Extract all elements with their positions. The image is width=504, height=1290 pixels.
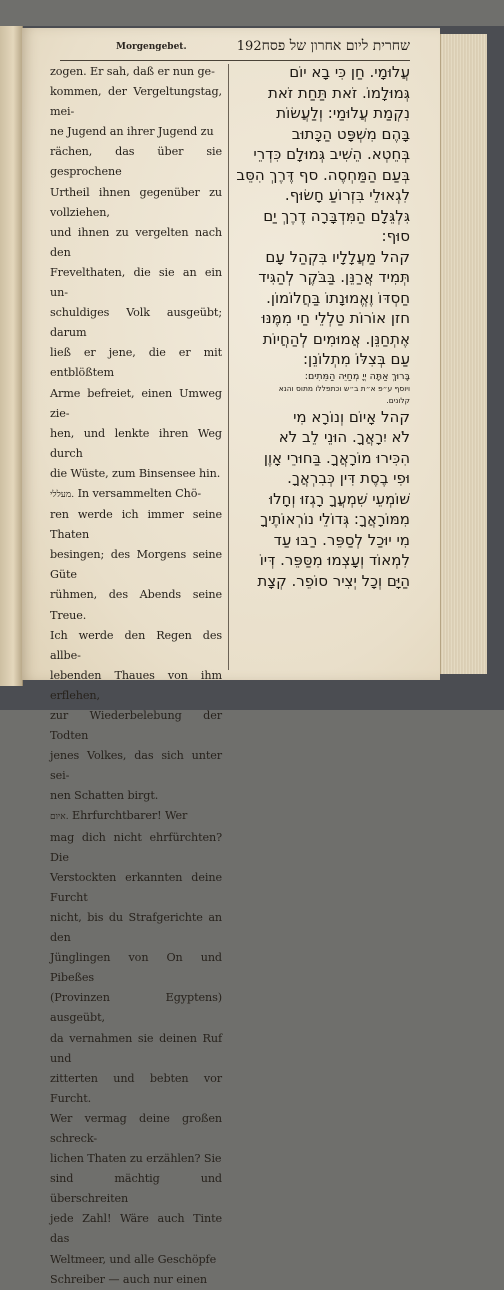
- hebrew-text-line: מִי יוּכַל לְסַפֵּר. רַבּוּ עַד: [273, 530, 410, 549]
- hebrew-text-line: הַיָּם וְכָל יְצִיר סוֹפֵר. קְצָת: [257, 571, 410, 590]
- german-text-line: [50, 908, 222, 948]
- german-text-line: [50, 706, 222, 746]
- german-line-text: Urtheil ihnen gegenüber zu vollziehen,: [50, 185, 222, 219]
- hebrew-text-line: לֹא יִרָאֲךָ. הוּנֵי לֵב לֹא: [278, 428, 410, 446]
- german-line-text: ließ er jene, die er mit entblößtem: [50, 346, 222, 380]
- hebrew-text-line: בָּרוּךְ אַתָּה יְיָ מְחַיֵּה הַמֵּתִים:: [304, 370, 410, 382]
- hebrew-text-line: שׁוֹמְעֵי שִׁמְעֲךָ רָגְזוּ וְחָלוּ: [269, 489, 410, 508]
- german-text-line: [50, 122, 222, 142]
- german-line-text: zur Wiederbelebung der Todten: [50, 709, 222, 743]
- german-line-text: jenes Volkes, das sich unter sei-: [50, 749, 222, 783]
- german-line-text: Wer vermag deine großen schreck-: [50, 1111, 222, 1145]
- german-text-line: [50, 988, 222, 1028]
- german-paragraph-lead: מעללי.: [50, 489, 75, 500]
- german-text-line: [50, 746, 222, 786]
- hebrew-text-line: בְּחֵטְא. הֵשִׁיב גְּמוּלָם כִּדְרֵי: [253, 145, 410, 163]
- german-line-text: schuldiges Volk ausgeübt; darum: [50, 306, 222, 340]
- hebrew-text-line: גִּלְגֵּלָם הַמִּדְבָּרָה דֶרֶךְ יַם: [263, 206, 410, 225]
- german-text-line: [50, 585, 222, 625]
- german-text-line: [50, 183, 222, 223]
- hebrew-text-line: קהל מַעֲלָלָיו בִּקְהַל עָם: [265, 247, 410, 266]
- book-spine: [0, 26, 23, 686]
- german-line-text: da vernahmen sie deinen Ruf und: [50, 1031, 222, 1065]
- german-line-text: kommen, der Vergeltungstag, mei-: [50, 85, 222, 119]
- german-line-text: Ehrfurchtbarer! Wer: [72, 809, 188, 823]
- german-text-line: [50, 1270, 222, 1290]
- german-line-text: lichen Thaten zu erzählen? Sie: [50, 1152, 222, 1166]
- hebrew-text-line: נִקְמַת עֲלוּמַי: וְלַעֲשׂוֹת: [276, 104, 410, 122]
- german-line-text: Schreiber — auch nur einen: [50, 1272, 207, 1286]
- hebrew-text-line: ויוסף ע״פ א״ת ב״ש וכתפללו מתוס והנא: [278, 383, 410, 393]
- german-text-line: [50, 1069, 222, 1109]
- german-text-line: [50, 868, 222, 908]
- header-hebrew-text: שחרית ליום אחרון של פסח: [261, 38, 410, 54]
- german-text-line: [50, 545, 222, 585]
- german-line-text: Arme befreiet, einen Umweg zie-: [50, 386, 222, 420]
- hebrew-column: [232, 62, 410, 591]
- german-line-text: sind mächtig und überschreiten: [50, 1172, 222, 1206]
- german-line-text: lebenden Thaues von ihm erflehen,: [50, 668, 222, 702]
- german-text-line: [50, 424, 222, 464]
- german-text-line: [50, 303, 222, 343]
- german-text-line: [50, 828, 222, 868]
- german-line-text: zitterten und bebten vor Furcht.: [50, 1071, 222, 1105]
- german-line-text: zogen. Er sah, daß er nun ge-: [50, 65, 215, 78]
- german-line-text: nen Schatten birgt.: [50, 789, 159, 803]
- hebrew-text-line: חזן אוֹרוֹת טַלְלֵי חַי מִמֶּנּוּ: [261, 309, 410, 327]
- german-line-text: jede Zahl! Wäre auch Tinte das: [50, 1212, 222, 1246]
- hebrew-text-line: קהל אָיוֹם וְנוֹרָא מִי: [293, 407, 410, 426]
- german-paragraph-lead: איום.: [50, 812, 69, 823]
- german-line-text: und ihnen zu vergelten nach den: [50, 225, 222, 259]
- header-german-title: Morgengebet.: [116, 42, 187, 52]
- german-line-text: Frevelthaten, die sie an ein un-: [50, 265, 222, 300]
- german-text-line: [50, 384, 222, 424]
- german-text-line: [50, 505, 222, 545]
- hebrew-text-line: גְּמוּלָמוֹ. זֹאת תַּחַת זֹאת: [267, 83, 410, 102]
- german-line-text: Verstockten erkannten deine Furcht: [50, 870, 222, 904]
- hebrew-text-line: בְּעַם הַמַּחְסֶה. סף דֶּרֶךְ הִסֵּב: [236, 165, 410, 184]
- german-text-line: [50, 626, 222, 666]
- german-line-text: nicht, bis du Strafgerichte an den: [50, 910, 222, 945]
- german-text-line: [50, 343, 222, 383]
- german-text-line: [50, 1209, 222, 1249]
- hebrew-text-line: וּפִי בֶסֶת דִּין כְּבִרְאֲךָ.: [287, 469, 410, 487]
- hebrew-text-line: מִמּוֹרָאֲךָ: גְּדוֹלֵי נוֹרְאוֹתֶיךָ: [260, 510, 410, 528]
- german-text-line: [50, 1149, 222, 1169]
- german-column: [50, 62, 222, 1290]
- german-line-text: besingen; des Morgens seine Güte: [50, 548, 222, 582]
- hebrew-text-line: לִגְאוּלֵי בִּזְרוֹעַ חָשׂוּף.: [284, 186, 410, 204]
- german-text-line: [50, 142, 222, 182]
- german-line-text: rächen, das über sie gesprochene: [50, 145, 222, 179]
- page-edges: [440, 34, 487, 674]
- german-text-line: [50, 786, 222, 806]
- hebrew-text-line: לִמְאוֹד וְעָצְמוּ מִסַּפֵּר. דְּיוֹ: [259, 551, 410, 569]
- hebrew-text-line: סוּף:: [381, 227, 410, 245]
- german-text-line: [50, 1250, 222, 1270]
- german-line-text: rühmen, des Abends seine Treue.: [50, 588, 222, 622]
- page-header: [60, 38, 410, 61]
- german-text-line: [50, 464, 222, 484]
- hebrew-text-line: אֶתְחַנֵּן. אֲמוּמִים לְהַחֲיוֹת: [262, 329, 410, 348]
- german-line-text: Ich werde den Regen des allbe-: [50, 628, 222, 662]
- german-line-text: Jünglingen von On und Pibeßes: [50, 951, 222, 985]
- german-text-line: [50, 82, 222, 122]
- header-hebrew-title: [231, 38, 410, 55]
- german-line-text: mag dich nicht ehrfürchten? Die: [50, 830, 222, 864]
- page-number: 192: [236, 39, 262, 54]
- german-text-line: [50, 1029, 222, 1069]
- german-text-line: [50, 948, 222, 988]
- german-text-line: [50, 666, 222, 706]
- german-line-text: In versammelten Chö-: [77, 486, 202, 500]
- german-line-text: hen, und lenkte ihren Weg durch: [50, 426, 222, 460]
- hebrew-text-line: עַם בְּצִלּוֹ מִתְלוֹנֵן:: [302, 350, 410, 368]
- german-text-line: [50, 806, 222, 827]
- german-line-text: ne Jugend an ihrer Jugend zu: [50, 125, 214, 139]
- hebrew-text-line: תְּמִיד אֲרַנֵּן. בַּבֹּקֶר לְהַגִּיד: [258, 268, 410, 286]
- german-text-line: [50, 1169, 222, 1209]
- german-line-text: Weltmeer, und alle Geschöpfe: [50, 1252, 217, 1266]
- german-text-line: [50, 62, 222, 82]
- german-text-line: [50, 223, 222, 263]
- german-line-text: (Provinzen Egyptens) ausgeübt,: [50, 991, 222, 1025]
- hebrew-text-line: הִכִּירוּ מוֹרָאֲךָ. בַּחוּרֵי אָוֶן: [263, 448, 410, 467]
- column-divider: [228, 64, 229, 670]
- hebrew-text-line: עֲלוּמָי. חַן כִּי בָא יוֹם: [289, 63, 410, 81]
- german-text-line: [50, 263, 222, 303]
- german-line-text: ren werde ich immer seine Thaten: [50, 508, 222, 542]
- hebrew-text-line: בָּהֶם מִשְׁפָּט הַכָּתוּב: [291, 124, 410, 143]
- german-line-text: die Wüste, zum Binsensee hin.: [50, 466, 221, 480]
- german-text-line: [50, 484, 222, 505]
- hebrew-text-line: חַסְדּוֹ וֶאֱמוּנָתוֹ בַּחֲלוֹמוֹן.: [266, 288, 410, 307]
- hebrew-text-line: קלונים.: [386, 395, 410, 405]
- german-text-line: [50, 1109, 222, 1149]
